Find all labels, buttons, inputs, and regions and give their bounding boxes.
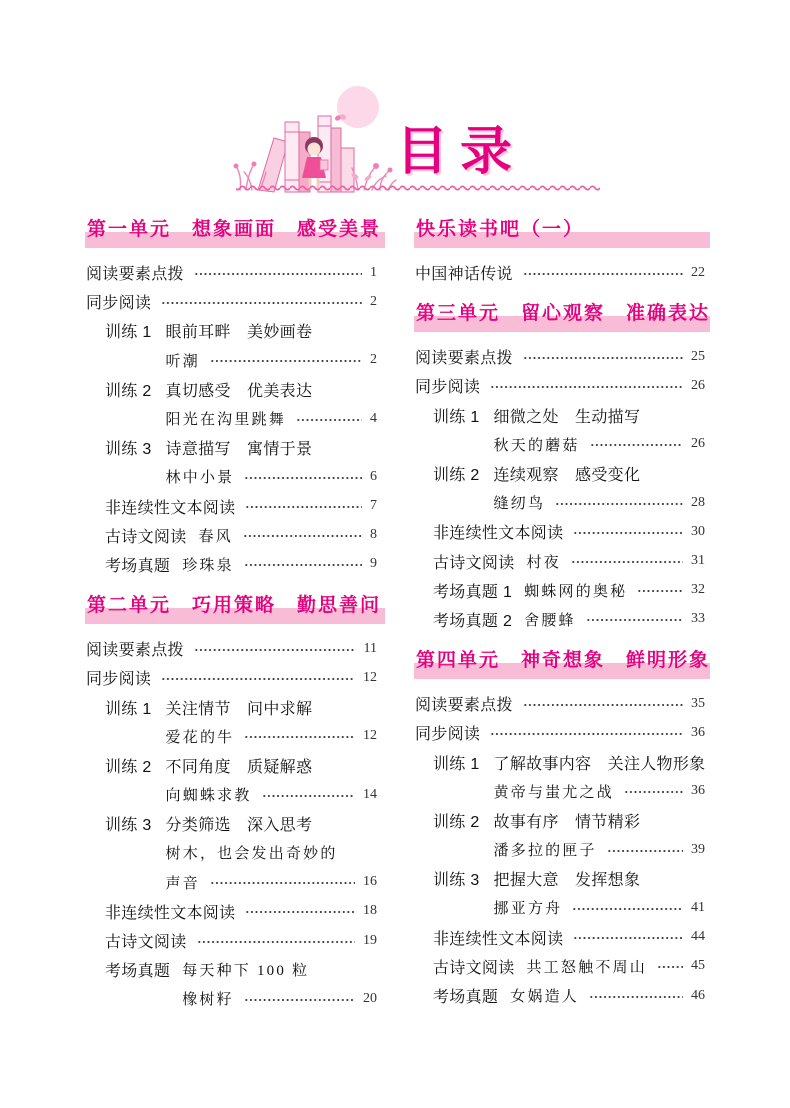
entry-title: 爱花的牛 [165, 729, 235, 746]
page-number: 12 [363, 728, 377, 744]
dot-leader [490, 385, 683, 389]
page-number: 7 [370, 498, 377, 514]
entry-label: 同步阅读 [415, 379, 481, 397]
dot-leader [161, 301, 362, 305]
page-number: 12 [363, 669, 377, 685]
sun-icon [337, 86, 379, 128]
page-number: 19 [363, 932, 377, 948]
toc-entry-continuation [414, 835, 710, 864]
dot-leader [244, 563, 362, 567]
toc-subentry [85, 433, 385, 462]
entry-title: 林中小景 [165, 470, 235, 487]
toc-right-column [414, 203, 710, 1010]
page-number: 11 [363, 640, 377, 656]
toc-subentry [85, 897, 385, 926]
entry-theme: 把握大意 发挥想象 [493, 872, 641, 890]
dot-leader [244, 998, 355, 1002]
page-number: 44 [691, 929, 705, 945]
dot-leader [262, 794, 355, 798]
entry-theme: 诗意描写 寓情于景 [165, 441, 313, 459]
toc-subentry [414, 747, 710, 776]
entry-title: 村夜 [526, 554, 561, 571]
dot-leader [523, 703, 683, 707]
dot-leader [573, 531, 683, 535]
toc-entry [414, 689, 710, 718]
toc-subentry [414, 952, 710, 981]
dot-leader [589, 995, 683, 999]
page-number: 32 [691, 582, 705, 598]
page-number: 22 [691, 264, 705, 280]
entry-label: 古诗文阅读 [105, 528, 187, 546]
dot-leader [624, 790, 683, 794]
entry-label: 考场真题 1 [433, 583, 513, 601]
toc-subentry [414, 517, 710, 546]
entry-label: 阅读要素点拨 [415, 697, 513, 715]
page-number: 18 [363, 903, 377, 919]
entry-label: 考场真题 [105, 557, 171, 575]
entry-label: 阅读要素点拨 [86, 266, 184, 284]
entry-title: 共工怒触不周山 [526, 959, 647, 976]
entry-title: 潘多拉的匣子 [493, 843, 597, 860]
entry-theme: 关注情节 问中求解 [165, 700, 313, 718]
dot-leader [210, 881, 355, 885]
toc-subentry [414, 806, 710, 835]
section-heading-text: 快乐读书吧（一） [414, 218, 710, 248]
entry-label: 同步阅读 [86, 295, 152, 313]
page-number: 30 [691, 523, 705, 539]
entry-title: 每天种下 100 粒 [182, 963, 310, 980]
toc-entry-continuation [85, 838, 385, 867]
toc-subentry [414, 605, 710, 634]
toc-entry-continuation [85, 346, 385, 375]
toc-entry [85, 258, 385, 287]
dot-leader [210, 359, 362, 363]
section-heading [414, 203, 710, 258]
dot-leader [161, 677, 355, 681]
toc-entry-continuation [85, 462, 385, 491]
toc-subentry [414, 576, 710, 605]
section-heading [85, 203, 385, 258]
toc-entry-continuation [85, 984, 385, 1013]
dot-leader [607, 849, 683, 853]
page-number: 1 [370, 264, 377, 280]
entry-label: 训练 1 [105, 700, 152, 718]
toc-entry [414, 371, 710, 400]
page-number: 31 [691, 553, 705, 569]
entry-theme: 连续观察 感受变化 [493, 467, 641, 485]
toc-subentry [85, 955, 385, 984]
entry-title: 缝纫鸟 [493, 496, 546, 513]
toc-subentry [85, 809, 385, 838]
entry-label: 古诗文阅读 [433, 959, 515, 977]
entry-title: 珍珠泉 [182, 557, 234, 574]
entry-title: 蜘蛛网的奥秘 [524, 583, 628, 600]
entry-label: 训练 2 [433, 813, 480, 831]
toc-subentry [85, 492, 385, 521]
entry-label: 非连续性文本阅读 [105, 904, 236, 922]
entry-label: 考场真题 [433, 989, 499, 1007]
entry-theme: 细微之处 生动描写 [493, 408, 641, 426]
dot-leader [523, 356, 683, 360]
dot-leader [586, 618, 683, 622]
page-number: 16 [363, 874, 377, 890]
page-number: 8 [370, 527, 377, 543]
wave-divider [236, 184, 600, 192]
toc-entry-continuation [85, 868, 385, 897]
entry-label: 考场真题 2 [433, 612, 513, 630]
toc-entry-continuation [414, 777, 710, 806]
entry-theme: 分类筛选 深入思考 [165, 817, 313, 835]
toc-subentry [85, 316, 385, 345]
dot-leader [657, 965, 683, 969]
page-number: 14 [363, 786, 377, 802]
entry-label: 阅读要素点拨 [415, 350, 513, 368]
entry-label: 非连续性文本阅读 [433, 930, 564, 948]
entry-label: 训练 1 [105, 324, 152, 342]
toc-entry-continuation [414, 430, 710, 459]
section-heading-text: 第二单元 巧用策略 勤思善问 [85, 594, 385, 624]
dot-leader [243, 534, 362, 538]
toc-entry-continuation [85, 722, 385, 751]
toc-subentry [414, 459, 710, 488]
page-number: 20 [363, 990, 377, 1006]
toc-entry [85, 663, 385, 692]
dot-leader [573, 936, 683, 940]
books-icon [258, 116, 354, 192]
entry-label: 训练 1 [433, 408, 480, 426]
toc-entry-continuation [85, 404, 385, 433]
page-number: 9 [370, 556, 377, 572]
entry-title: 树木，也会发出奇妙的 [165, 846, 338, 863]
entry-label: 训练 3 [105, 441, 152, 459]
entry-label: 中国神话传说 [415, 266, 513, 284]
toc-subentry [414, 401, 710, 430]
toc-subentry [85, 375, 385, 404]
entry-label: 训练 2 [433, 467, 480, 485]
toc-entry-continuation [85, 780, 385, 809]
page-number: 41 [691, 899, 705, 915]
entry-label: 训练 2 [105, 382, 152, 400]
toc-entry [414, 718, 710, 747]
entry-title: 女娲造人 [510, 989, 580, 1006]
entry-label: 同步阅读 [86, 671, 152, 689]
entry-title: 向蜘蛛求教 [165, 788, 252, 805]
dot-leader [244, 476, 362, 480]
toc-subentry [414, 547, 710, 576]
page-number: 46 [691, 987, 705, 1003]
page-number: 28 [691, 494, 705, 510]
dot-leader [245, 505, 362, 509]
dot-leader [571, 560, 683, 564]
page-number: 36 [691, 783, 705, 799]
dot-leader [555, 502, 683, 506]
dot-leader [523, 272, 683, 276]
section-heading [414, 634, 710, 689]
toc-entry [414, 258, 710, 287]
dot-leader [590, 443, 683, 447]
dot-leader [490, 732, 683, 736]
page-number: 2 [370, 352, 377, 368]
entry-label: 古诗文阅读 [433, 554, 515, 572]
toc-entry-continuation [414, 488, 710, 517]
entry-label: 非连续性文本阅读 [433, 525, 564, 543]
toc-left-column [85, 203, 385, 1014]
page-number: 26 [691, 377, 705, 393]
section-heading-text: 第一单元 想象画面 感受美景 [85, 218, 385, 248]
entry-theme: 故事有序 情节精彩 [493, 813, 641, 831]
toc-subentry [414, 981, 710, 1010]
toc-subentry [85, 751, 385, 780]
entry-title: 舍腰蜂 [524, 612, 576, 629]
page-number: 4 [370, 410, 377, 426]
page-number: 35 [691, 695, 705, 711]
dot-leader [637, 589, 683, 593]
entry-title: 阳光在沟里跳舞 [165, 412, 286, 429]
entry-theme: 眼前耳畔 美妙画卷 [165, 324, 313, 342]
entry-label: 训练 1 [433, 755, 480, 773]
page-number: 26 [691, 436, 705, 452]
entry-label: 训练 3 [105, 817, 152, 835]
entry-title: 春风 [198, 528, 233, 545]
page-title: 目录 [396, 123, 525, 181]
toc-subentry [414, 864, 710, 893]
toc-subentry [85, 521, 385, 550]
toc-subentry [414, 923, 710, 952]
entry-title: 秋天的蘑菇 [493, 437, 580, 454]
entry-title: 黄帝与蚩尤之战 [493, 784, 614, 801]
toc-entry [85, 634, 385, 663]
entry-title: 挪亚方舟 [493, 901, 563, 918]
dot-leader [572, 907, 683, 911]
section-heading [85, 579, 385, 634]
section-heading [414, 287, 710, 342]
dot-leader [244, 735, 355, 739]
entry-title: 橡树籽 [182, 992, 234, 1009]
entry-label: 非连续性文本阅读 [105, 499, 236, 517]
entry-title: 声音 [165, 875, 200, 892]
entry-label: 训练 3 [433, 872, 480, 890]
entry-theme: 了解故事内容 关注人物形象 [493, 755, 706, 773]
toc-subentry [85, 926, 385, 955]
page-number: 2 [370, 293, 377, 309]
dot-leader [296, 418, 362, 422]
entry-title: 听潮 [165, 353, 200, 370]
page-number: 25 [691, 348, 705, 364]
dot-leader [194, 648, 356, 652]
page-number: 36 [691, 724, 705, 740]
section-heading-text: 第四单元 神奇想象 鲜明形象 [414, 649, 710, 679]
page-number: 6 [370, 468, 377, 484]
entry-label: 阅读要素点拨 [86, 642, 184, 660]
page-number: 39 [691, 841, 705, 857]
dot-leader [194, 272, 362, 276]
section-heading-text: 第三单元 留心观察 准确表达 [414, 302, 710, 332]
toc-entry-continuation [414, 893, 710, 922]
entry-label: 同步阅读 [415, 726, 481, 744]
entry-theme: 不同角度 质疑解惑 [165, 758, 313, 776]
page-number: 33 [691, 611, 705, 627]
toc-subentry [85, 692, 385, 721]
entry-label: 训练 2 [105, 758, 152, 776]
entry-theme: 真切感受 优美表达 [165, 382, 313, 400]
entry-label: 考场真题 [105, 963, 171, 981]
page-number: 45 [691, 958, 705, 974]
toc-entry [414, 342, 710, 371]
toc-subentry [85, 550, 385, 579]
entry-label: 古诗文阅读 [105, 934, 187, 952]
toc-entry [85, 287, 385, 316]
dot-leader [197, 940, 355, 944]
dot-leader [245, 910, 355, 914]
